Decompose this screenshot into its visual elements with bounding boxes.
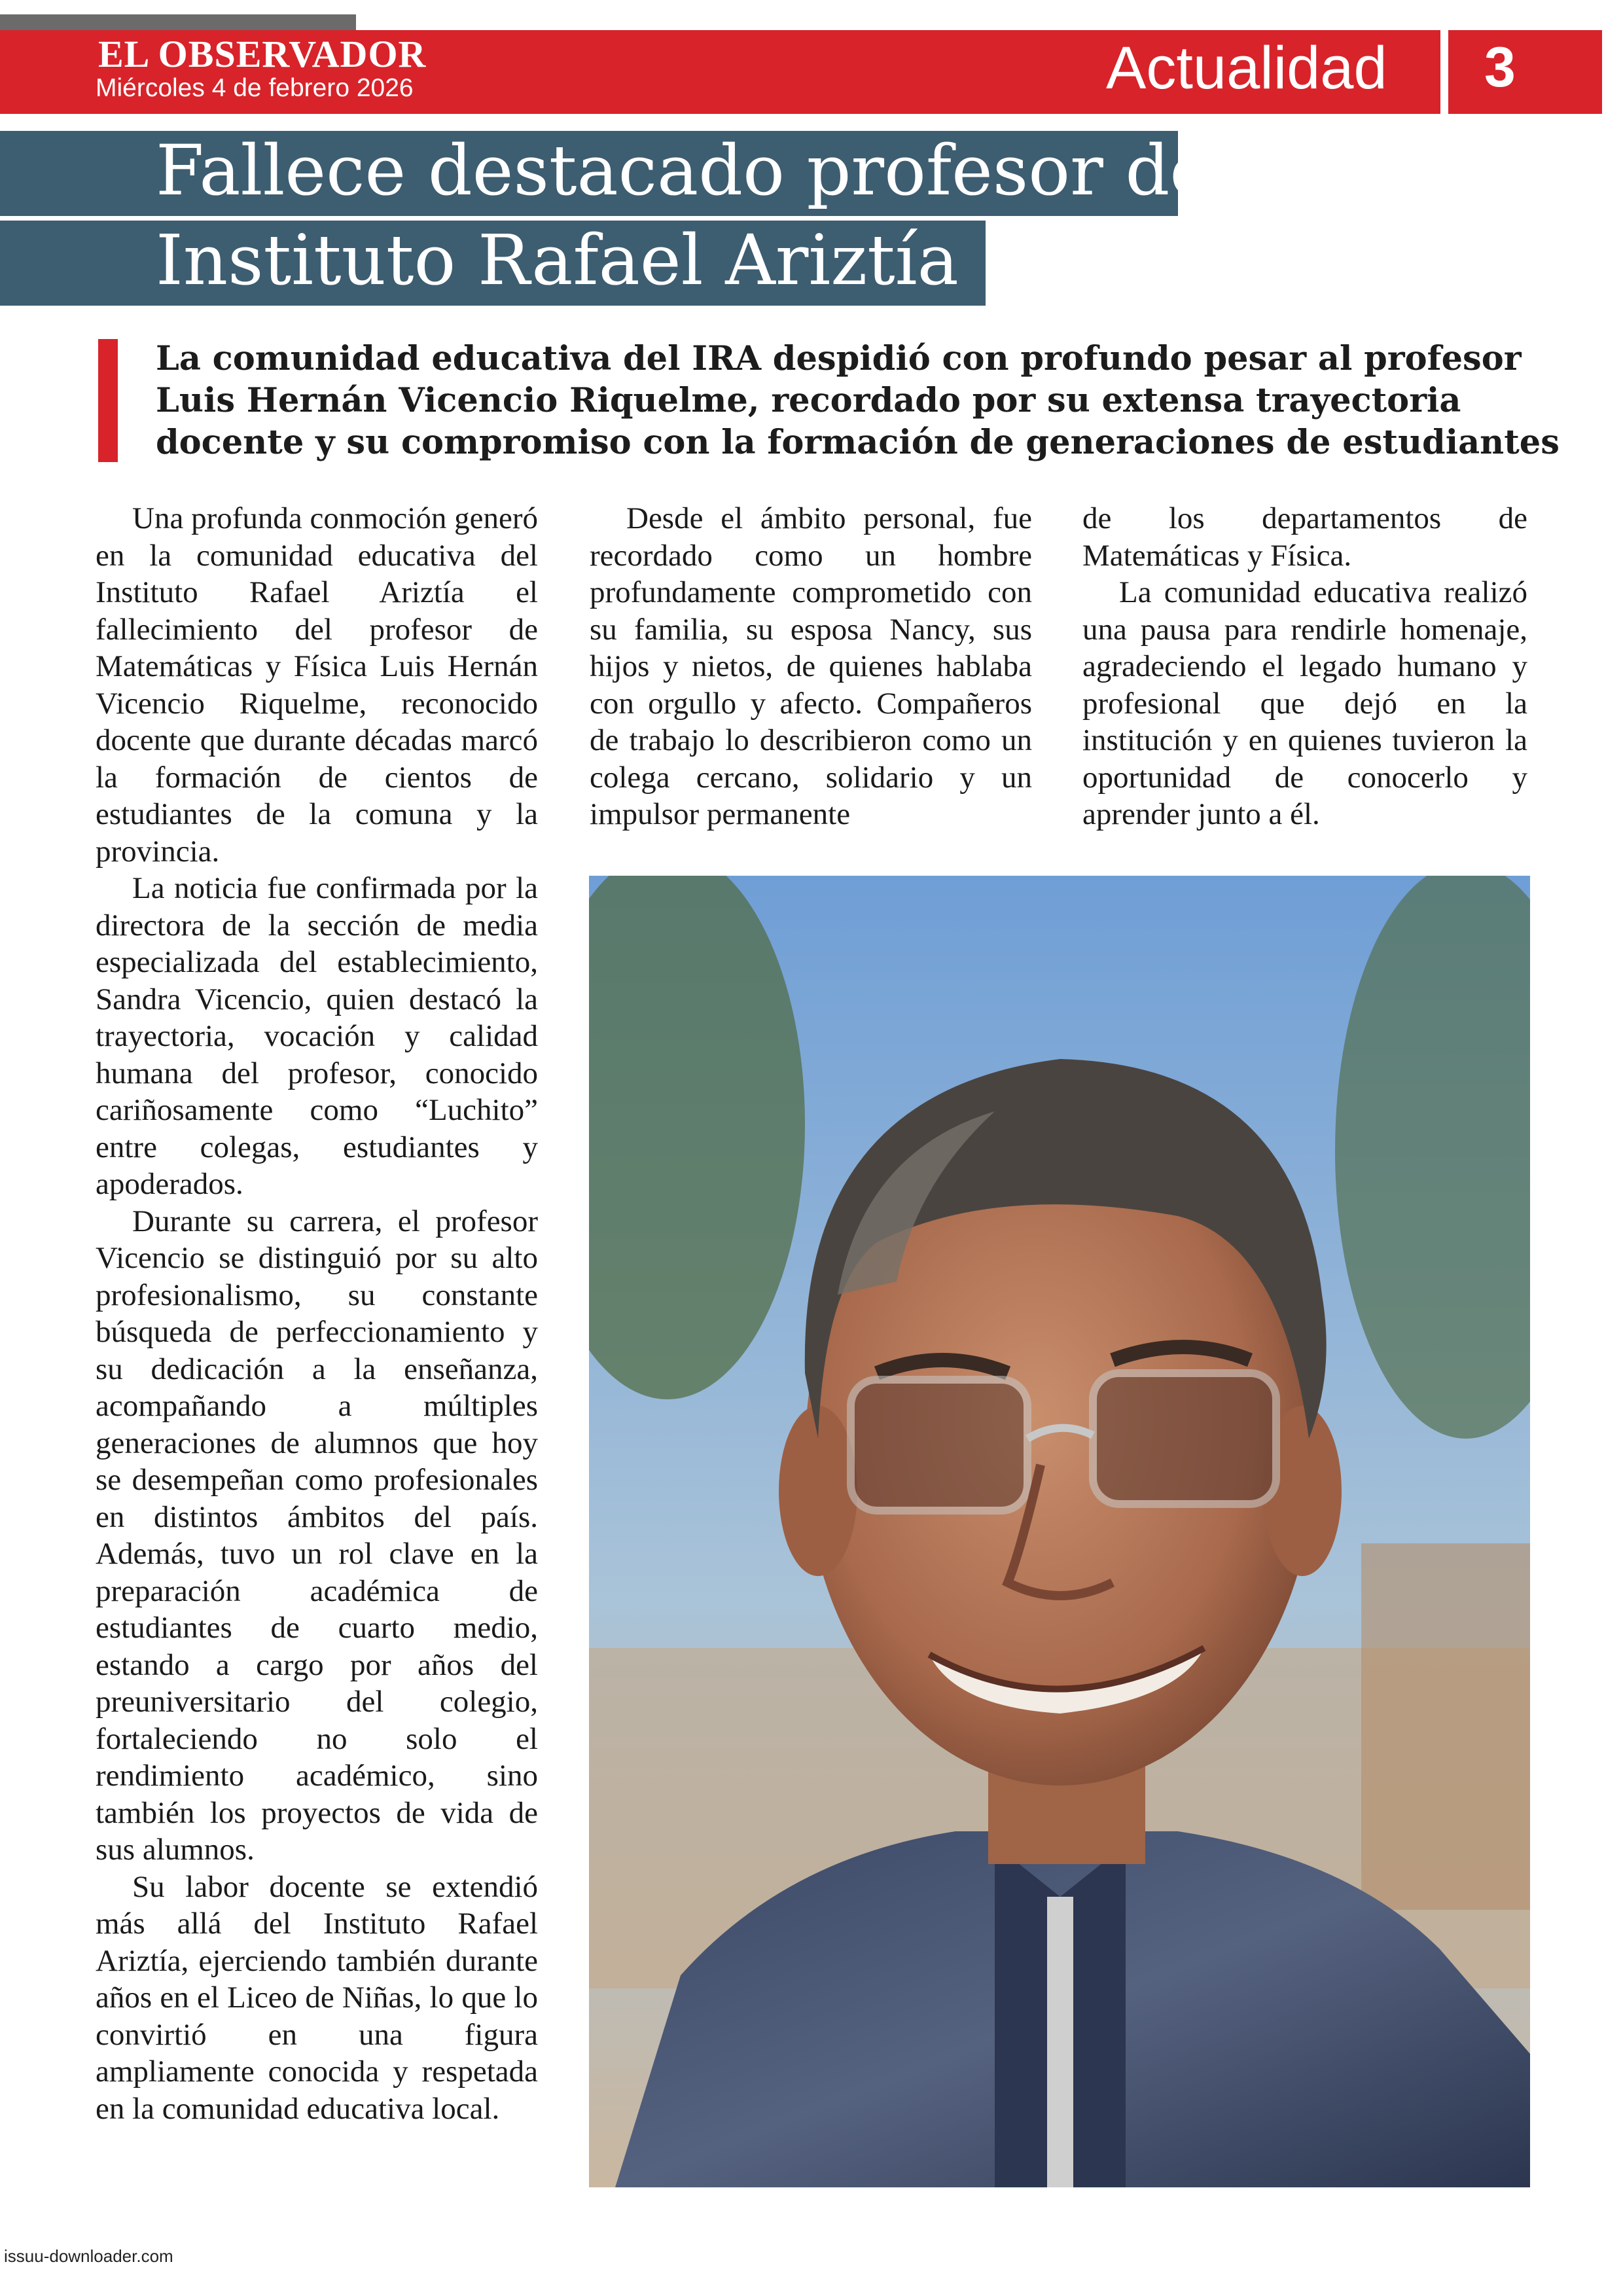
- paragraph: Una profunda conmoción generó en la comunidad educativa del Instituto Rafael Ariztía el fallecimiento del profesor de Matemáticas y Física Luis Hernán Vicencio Riquelme, reconocido docente que durante décadas marcó la formación de cientos de estudiantes de la comuna y la provincia.: [96, 501, 538, 869]
- article-lead: La comunidad educativa del IRA despidió con profundo pesar al profesor Luis Hernán Vicencio Riquelme, recordado por su extensa trayectoria docente y su compromiso con la formación de generaciones de estudiantes: [156, 339, 1560, 462]
- headline-line-1: Fallece destacado profesor del: [0, 131, 1178, 216]
- lead-accent-bar: [98, 339, 118, 462]
- paragraph: Desde el ámbito personal, fue recordado como un hombre profundamente comprometido con su familia, su esposa Nancy, sus hijos y nietos, de quienes hablaba con orgullo y afecto. Compañeros de trabajo lo describieron como un colega cercano, solidario y un impulsor permanente: [590, 501, 1032, 831]
- newspaper-name: EL OBSERVADOR: [98, 33, 427, 75]
- issue-date: Miércoles 4 de febrero 2026: [96, 74, 414, 102]
- paragraph: La comunidad educativa realizó una pausa para rendirle homenaje, agradeciendo el legado humano y profesional que dejó en la institución y en quienes tuvieron la oportunidad de conocerlo y aprender junto a él.: [1082, 575, 1527, 831]
- paragraph-continued: de los departamentos de Matemáticas y Física.: [1082, 501, 1527, 573]
- watermark: issuu-downloader.com: [4, 2246, 173, 2266]
- paragraph: Durante su carrera, el profesor Vicencio se distinguió por su alto profesionalismo, su constante búsqueda de perfeccionamiento y su dedicación a la enseñanza, acompañando a múltiples generaciones de alumnos que hoy se desempeñan como profesionales en distintos ámbitos del país. Además, tuvo un rol clave en la preparación académica de estudiantes de cuarto medio, estando a cargo por años del preuniversitario del colegio, fortaleciendo no solo el rendimiento académico, sino también los proyectos de vida de sus alumnos.: [96, 1204, 538, 1867]
- text-column-1: [96, 500, 538, 2127]
- text-column-2: [590, 500, 1032, 833]
- portrait-photo: [589, 876, 1530, 2187]
- headline-line-2: Instituto Rafael Ariztía: [0, 221, 986, 306]
- text-column-3: [1082, 500, 1527, 833]
- top-accent-bar: [0, 14, 356, 30]
- paragraph: La noticia fue confirmada por la directora de la sección de media especializada del establecimiento, Sandra Vicencio, quien destacó la trayectoria, vocación y calidad humana del profesor, conocido cariñosamente como “Luchito” entre colegas, estudiantes y apoderados.: [96, 871, 538, 1201]
- page-number: 3: [1484, 36, 1516, 99]
- section-title: Actualidad: [1106, 35, 1387, 101]
- header-divider: [1440, 30, 1448, 114]
- paragraph: Su labor docente se extendió más allá del Instituto Rafael Ariztía, ejerciendo también durante años en el Liceo de Niñas, lo que lo convirtió en una figura ampliamente conocida y respetada en la comunidad educativa local.: [96, 1869, 538, 2126]
